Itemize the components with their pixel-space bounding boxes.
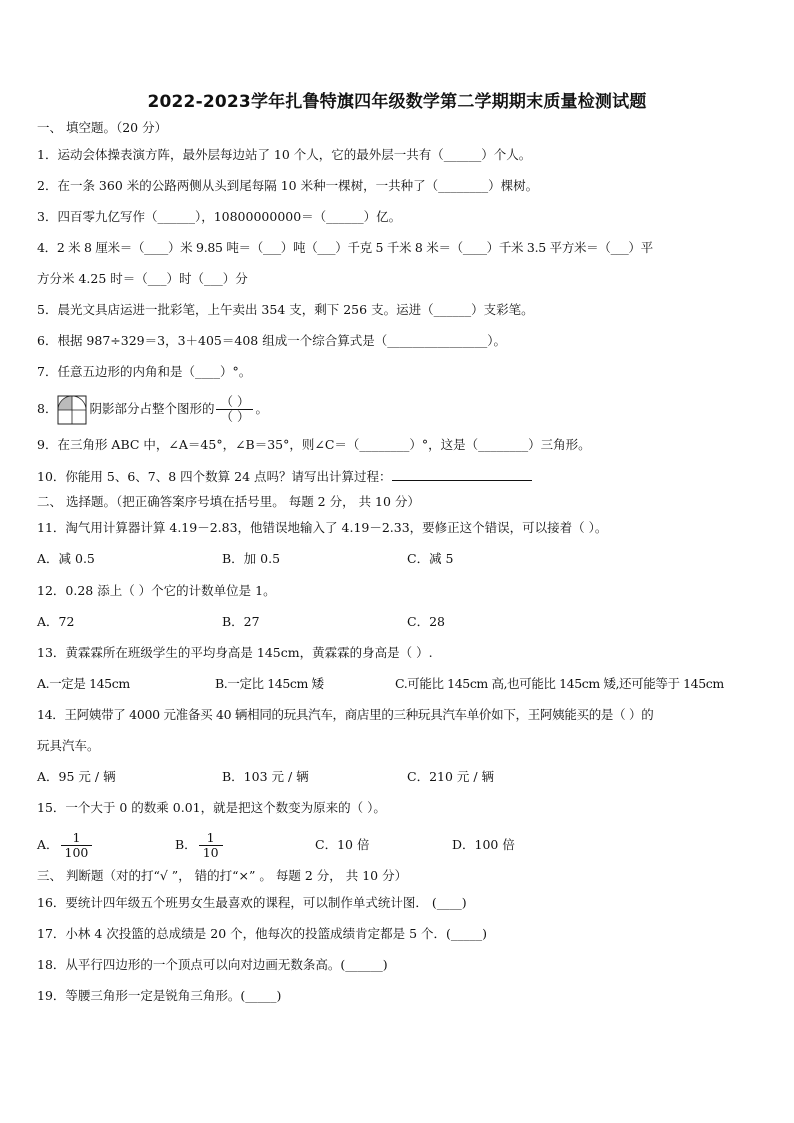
question-18: 18．从平行四边形的一个顶点可以向对边画无数条高。(______) xyxy=(37,957,388,972)
question-14-options xyxy=(37,769,764,785)
fraction-numerator-blank: （ ） xyxy=(216,395,253,410)
option-c: C．28 xyxy=(407,614,445,629)
question-1: 1．运动会体操表演方阵，最外层每边站了 10 个人，它的最外层一共有（______）个人。 xyxy=(37,147,532,162)
answer-underline xyxy=(392,468,532,481)
option-c: C.可能比 145cm 高,也可能比 145cm 矮,还可能等于 145cm xyxy=(395,676,724,691)
question-14-line-1: 14．王阿姨带了 4000 元准备买 40 辆相同的玩具汽车，商店里的三种玩具汽车单价如下，王阿姨能买的是（ ）的 xyxy=(37,707,654,722)
question-8-number: 8． xyxy=(37,401,58,416)
option-b-label: B． xyxy=(175,837,197,852)
fraction-denominator-blank: （ ） xyxy=(220,409,250,424)
question-11: 11．淘气用计算器计算 4.19－2.83，他错误地输入了 4.19－2.33，要修正这个错误，可以接着（ ）。 xyxy=(37,520,608,535)
section-choice-heading: 二、 选择题。（把正确答案序号填在括号里。 每题 2 分， 共 10 分） xyxy=(37,494,420,509)
question-8-text: 阴影部分占整个图形的 xyxy=(89,401,215,416)
question-8-suffix: 。 xyxy=(255,401,268,416)
question-8-fraction-blank xyxy=(216,395,253,424)
shaded-square-figure-icon xyxy=(57,395,87,425)
option-b: B．加 0.5 xyxy=(222,551,281,566)
option-b-fraction xyxy=(199,831,223,860)
question-7: 7．任意五边形的内角和是（____）°。 xyxy=(37,364,252,379)
option-a: A.一定是 145cm xyxy=(37,676,130,691)
option-b xyxy=(175,828,225,862)
question-16: 16．要统计四年级五个班男女生最喜欢的课程，可以制作单式统计图． (____) xyxy=(37,895,467,910)
option-a-fraction xyxy=(61,831,93,860)
exam-title: 2022-2023学年扎鲁特旗四年级数学第二学期期末质量检测试题 xyxy=(147,92,647,112)
question-15: 15．一个大于 0 的数乘 0.01，就是把这个数变为原来的（ ）。 xyxy=(37,800,386,815)
option-b: B．103 元 / 辆 xyxy=(222,769,309,784)
option-b: B.一定比 145cm 矮 xyxy=(215,676,324,691)
section-fill-blank-heading: 一、 填空题。（20 分） xyxy=(37,120,168,135)
question-14-line-2: 玩具汽车。 xyxy=(37,738,100,753)
option-a: A．减 0.5 xyxy=(37,551,95,566)
option-b: B．27 xyxy=(222,614,260,629)
option-a: A．95 元 / 辆 xyxy=(37,769,116,784)
question-2: 2．在一条 360 米的公路两侧从头到尾每隔 10 米种一棵树，一共种了（________）棵树。 xyxy=(37,178,539,193)
question-4-line-2: 方分米 4.25 时＝（___）时（___）分 xyxy=(37,271,248,286)
question-19: 19．等腰三角形一定是锐角三角形。(_____) xyxy=(37,988,282,1003)
question-12: 12．0.28 添上（ ）个它的计数单位是 1。 xyxy=(37,583,276,598)
question-12-options xyxy=(37,614,764,630)
question-9: 9．在三角形 ABC 中，∠A＝45°，∠B＝35°，则∠C＝（________）°，这是（________）三角形。 xyxy=(37,437,591,452)
question-17: 17．小林 4 次投篮的总成绩是 20 个，他每次的投篮成绩肯定都是 5 个．(_____) xyxy=(37,926,488,941)
option-a xyxy=(37,828,94,862)
question-11-options xyxy=(37,551,764,567)
question-8 xyxy=(37,394,764,424)
fraction-denominator: 100 xyxy=(64,845,89,860)
question-15-options xyxy=(37,828,764,862)
fraction-numerator: 1 xyxy=(199,831,223,846)
option-d: D．100 倍 xyxy=(452,837,515,852)
option-a: A．72 xyxy=(37,614,75,629)
question-3: 3．四百零九亿写作（______），10800000000＝（______）亿。 xyxy=(37,209,402,224)
option-a-label: A． xyxy=(37,837,59,852)
option-c: C．减 5 xyxy=(407,551,454,566)
fraction-denominator: 10 xyxy=(202,845,219,860)
question-10-text: 10．你能用 5、6、7、8 四个数算 24 点吗？请写出计算过程： xyxy=(37,469,392,484)
question-13: 13．黄霖霖所在班级学生的平均身高是 145cm，黄霖霖的身高是（ ）. xyxy=(37,645,433,660)
fraction-numerator: 1 xyxy=(61,831,93,846)
question-5: 5．晨光文具店运进一批彩笔，上午卖出 354 支，剩下 256 支。运进（______）支彩笔。 xyxy=(37,302,534,317)
question-4-line-1: 4．2 米 8 厘米＝（____）米 9.85 吨＝（___）吨（___）千克 5 千米 8 米＝（____）千米 3.5 平方米＝（___）平 xyxy=(37,240,653,255)
question-6: 6．根据 987÷329＝3，3＋405＝408 组成一个综合算式是（________________）。 xyxy=(37,333,506,348)
option-c: C．210 元 / 辆 xyxy=(407,769,495,784)
question-10 xyxy=(37,468,764,485)
option-c: C．10 倍 xyxy=(315,837,370,852)
question-13-options xyxy=(37,676,764,692)
section-true-false-heading: 三、 判断题（对的打“√ ”， 错的打“×” 。 每题 2 分， 共 10 分） xyxy=(37,868,408,883)
